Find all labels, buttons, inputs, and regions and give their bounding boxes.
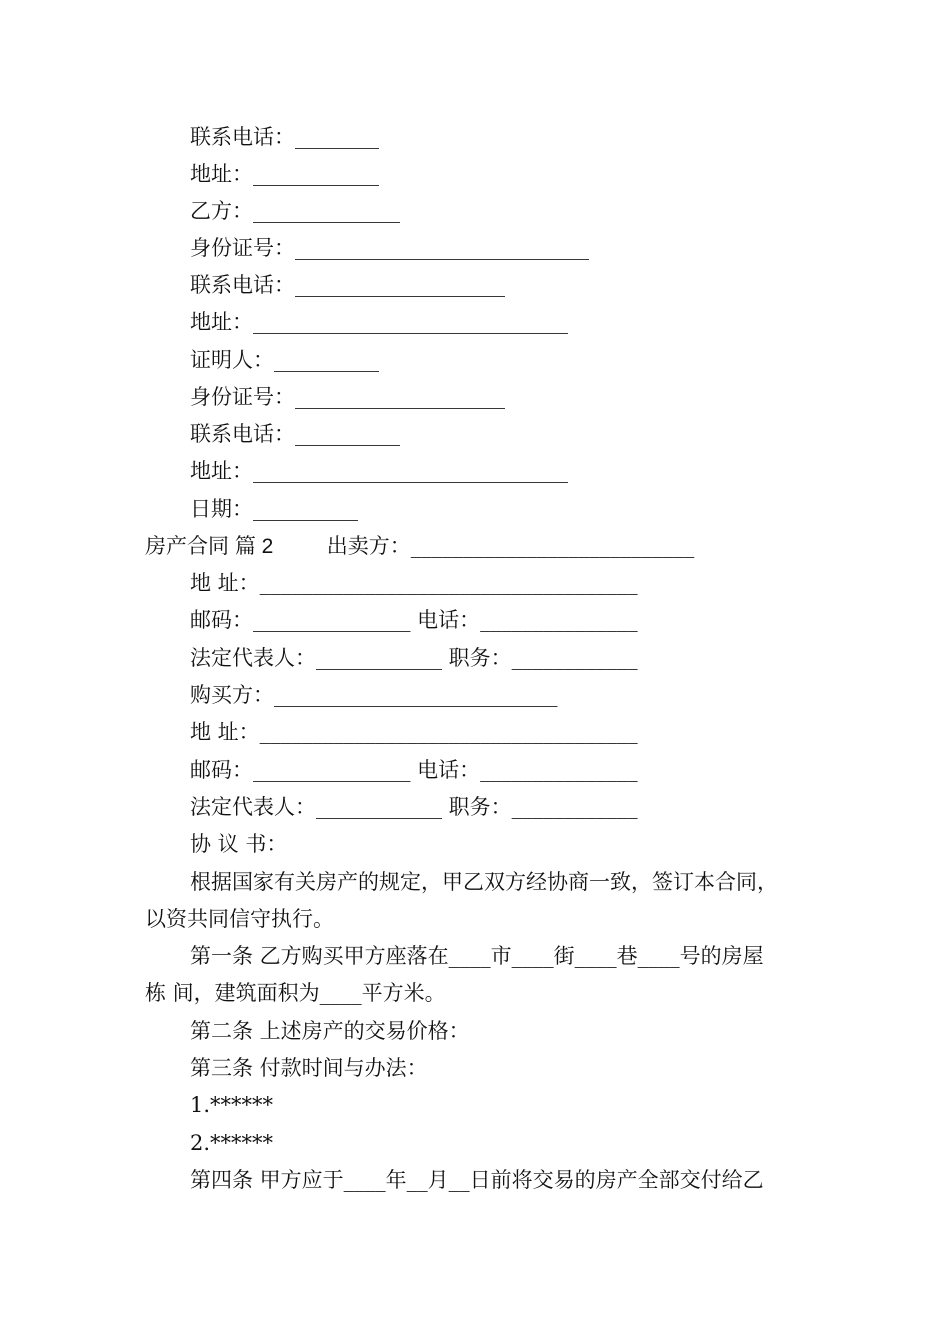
contract2-heading-line <box>145 533 825 559</box>
party-a-address: 地址：____________ <box>190 162 379 186</box>
article-4-line-1: 第四条 甲方应于____年__月__日前将交易的房产全部交付给乙 <box>190 1168 764 1192</box>
article-1-line-1: 第一条 乙方购买甲方座落在____市____街____巷____号的房屋 <box>190 944 764 968</box>
witness-phone: 联系电话：__________ <box>190 422 400 446</box>
seller-label: 出卖方：___________________________ <box>326 534 695 558</box>
witness-date: 日期：__________ <box>190 497 358 521</box>
article-3: 第三条 付款时间与办法： <box>190 1056 428 1080</box>
party-a-phone: 联系电话：________ <box>190 125 379 149</box>
payment-item-1: 1.****** <box>190 1093 274 1117</box>
witness-address: 地址：______________________________ <box>190 459 568 483</box>
witness-id-number: 身份证号：____________________ <box>190 385 505 409</box>
buyer-address: 地 址：____________________________________ <box>190 720 638 744</box>
article-1-line-2: 栋 间，建筑面积为____平方米。 <box>145 981 446 1005</box>
intro-line-1: 根据国家有关房产的规定，甲乙双方经协商一致，签订本合同， <box>190 870 778 894</box>
intro-line-2: 以资共同信守执行。 <box>145 907 334 931</box>
agreement-title: 协 议 书： <box>190 832 288 856</box>
article-2: 第二条 上述房产的交易价格： <box>190 1019 470 1043</box>
payment-item-2: 2.****** <box>190 1131 274 1155</box>
buyer-zip-phone: 邮码：_______________ 电话：_______________ <box>190 758 638 782</box>
buyer-representative: 法定代表人：____________ 职务：____________ <box>190 795 638 819</box>
seller-representative: 法定代表人：____________ 职务：____________ <box>190 646 638 670</box>
seller-zip-phone: 邮码：_______________ 电话：_______________ <box>190 608 638 632</box>
buyer-label: 购买方：___________________________ <box>190 683 558 707</box>
witness-title: 证明人：__________ <box>190 348 379 372</box>
party-b-phone: 联系电话：____________________ <box>190 273 505 297</box>
contract2-heading: 房产合同 篇 2 <box>145 535 274 558</box>
seller-address: 地 址：____________________________________ <box>190 571 638 595</box>
party-b-title: 乙方：______________ <box>190 199 400 223</box>
party-b-address: 地址：______________________________ <box>190 310 568 334</box>
party-b-id-number: 身份证号：____________________________ <box>190 236 589 260</box>
